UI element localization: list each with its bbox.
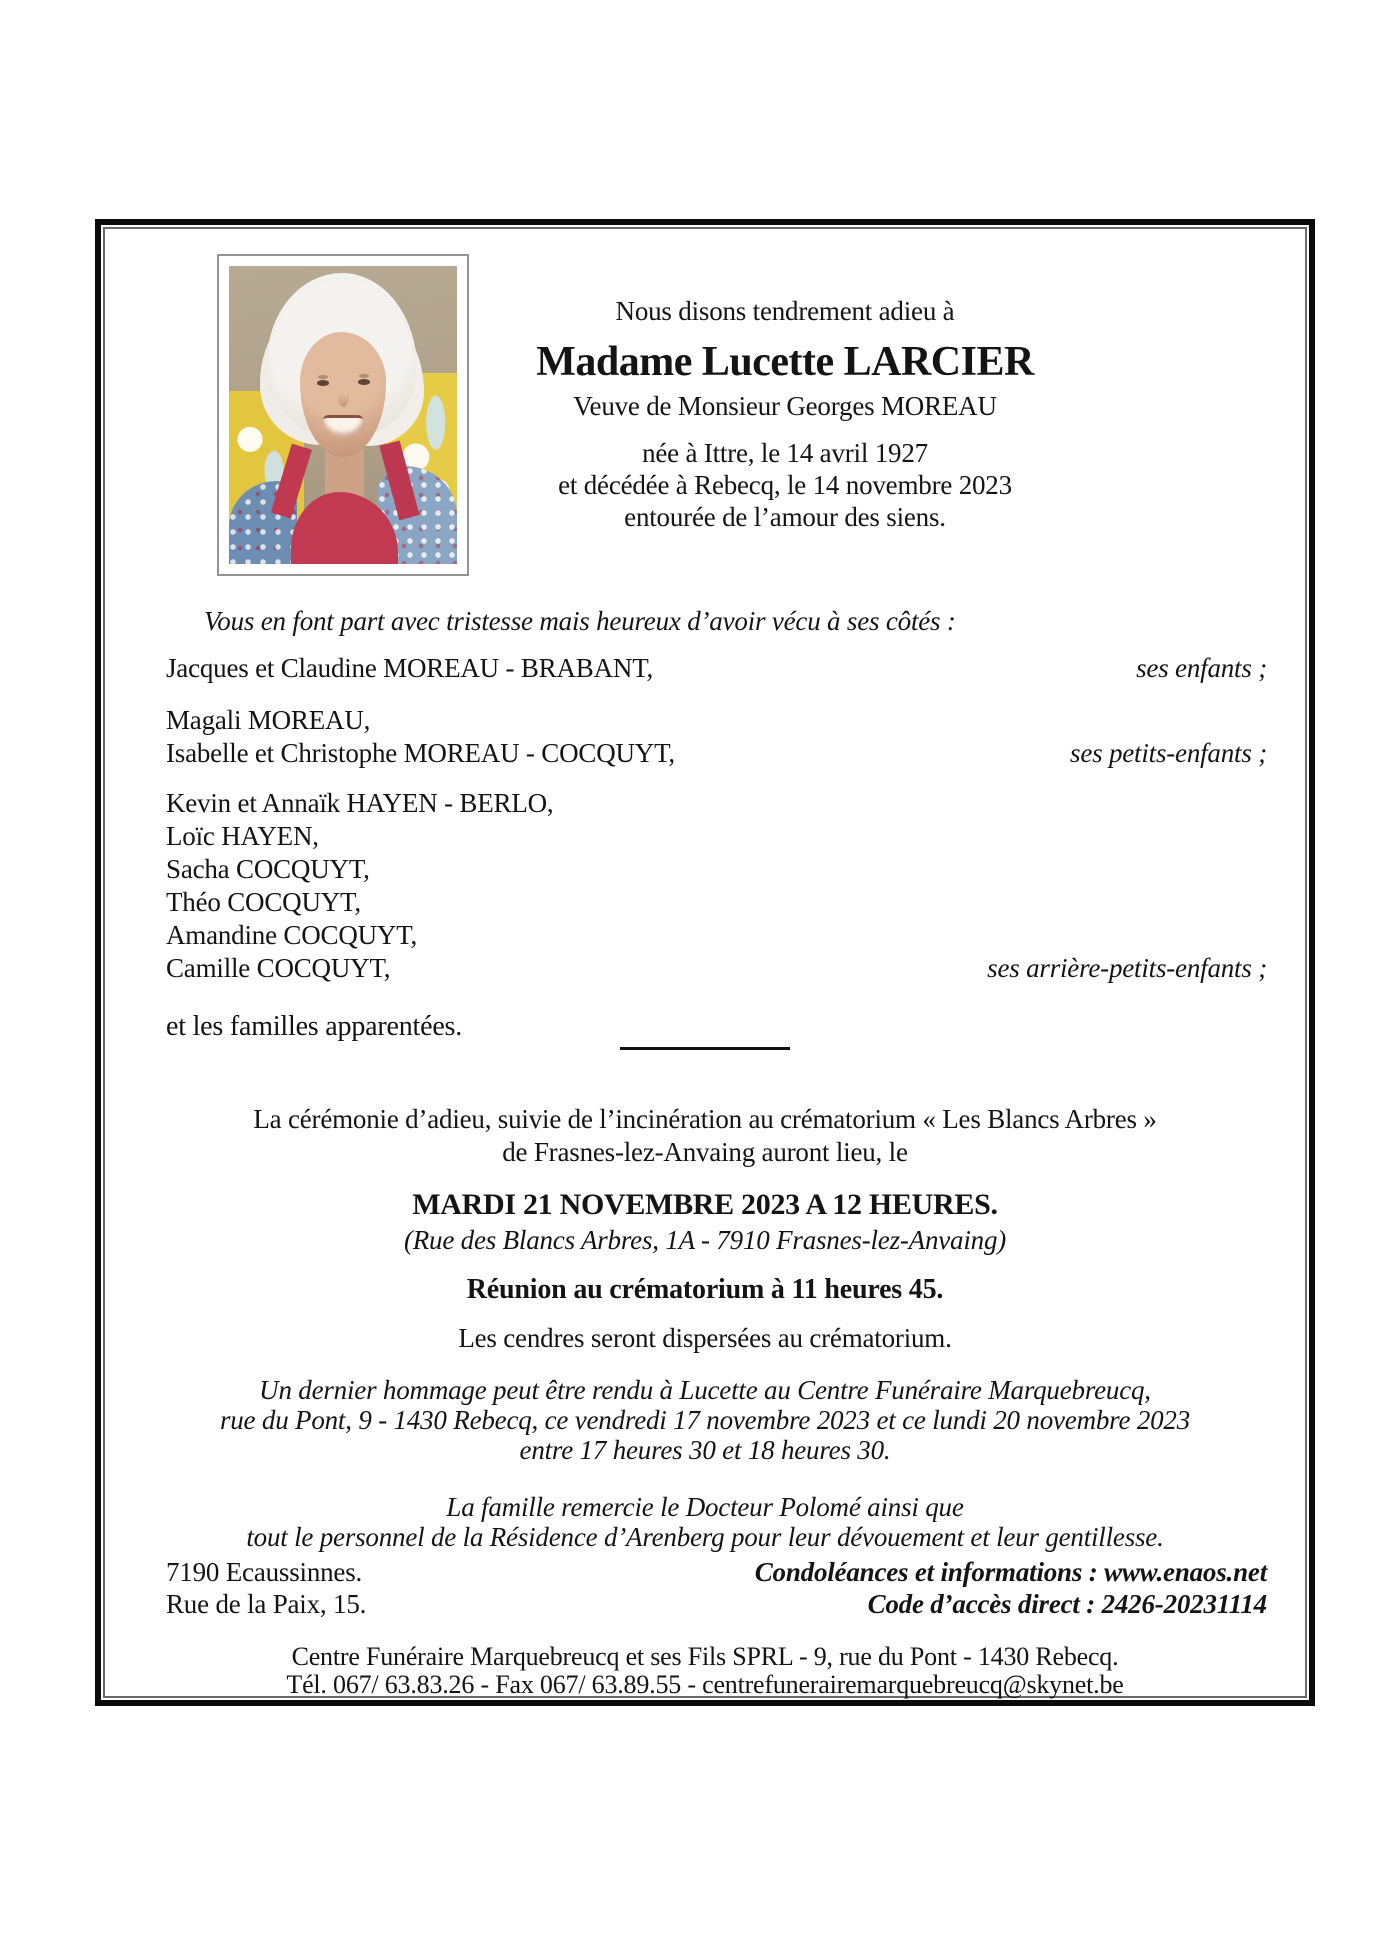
- portrait-nose: [338, 384, 349, 407]
- family-block: [166, 605, 1267, 1043]
- condolences-info: [755, 1556, 1267, 1620]
- surrounded-line: entourée de l’amour des siens.: [624, 502, 946, 532]
- family-row: [166, 652, 1267, 685]
- family-row: [166, 886, 1267, 919]
- funeral-home-contact-line: Tél. 067/ 63.83.26 - Fax 067/ 63.89.55 - centrefunerairemarquebreucq@skynet.be: [286, 1670, 1124, 1699]
- family-name: Camille COCQUYT,: [166, 953, 391, 983]
- death-line: et décédée à Rebecq, le 14 novembre 2023: [558, 470, 1012, 500]
- family-name: Loïc HAYEN,: [166, 821, 319, 851]
- family-name: Isabelle et Christophe MOREAU - COCQUYT,: [166, 738, 675, 768]
- family-name: Kevin et Annaïk HAYEN - BERLO,: [166, 788, 554, 818]
- sender-street: Rue de la Paix, 15.: [166, 1589, 367, 1619]
- portrait-photo-frame: [217, 254, 469, 576]
- portrait-smile: [323, 415, 363, 437]
- section-divider: [620, 1047, 790, 1050]
- widow-line: Veuve de Monsieur Georges MOREAU: [573, 391, 997, 421]
- address-row: [166, 1556, 1267, 1620]
- thanks-line1: La famille remercie le Docteur Polomé ainsi que: [446, 1492, 964, 1522]
- thanks-line2: tout le personnel de la Résidence d’Arenberg pour leur dévouement et leur gentillesse.: [246, 1522, 1164, 1552]
- birth-line: née à Ittre, le 14 avril 1927: [642, 438, 928, 468]
- tribute-line3: entre 17 heures 30 et 18 heures 30.: [519, 1435, 891, 1465]
- sender-address: [166, 1556, 366, 1620]
- meeting-line: Réunion au crématorium à 11 heures 45.: [466, 1274, 944, 1305]
- memorial-card: [95, 219, 1315, 1706]
- card-content: [105, 229, 1305, 1699]
- family-row: [166, 820, 1267, 853]
- ashes-line: Les cendres seront dispersées au crématorium.: [458, 1323, 952, 1353]
- family-row: [166, 704, 1267, 737]
- family-name: Jacques et Claudine MOREAU - BRABANT,: [166, 653, 654, 683]
- relation-label: ses petits-enfants ;: [1070, 738, 1267, 768]
- family-name: Amandine COCQUYT,: [166, 920, 418, 950]
- family-name: Sacha COCQUYT,: [166, 854, 370, 884]
- family-name: Magali MOREAU,: [166, 705, 371, 735]
- sender-city: 7190 Ecaussinnes.: [166, 1557, 363, 1587]
- ceremony-block: [125, 1103, 1285, 1552]
- inner-rule: [103, 227, 1307, 1698]
- family-intro: Vous en font part avec tristesse mais heureux d’avoir vécu à ses côtés :: [204, 606, 956, 636]
- family-row: [166, 737, 1267, 770]
- portrait-eye-right: [358, 379, 370, 385]
- relation-label: ses enfants ;: [1136, 653, 1267, 683]
- family-row: [166, 952, 1267, 985]
- deceased-name: Madame Lucette LARCIER: [536, 339, 1034, 385]
- tribute-line1: Un dernier hommage peut être rendu à Lucette au Centre Funéraire Marquebreucq,: [259, 1375, 1151, 1405]
- portrait-face: [300, 332, 387, 457]
- family-row: [166, 853, 1267, 886]
- ceremony-line2: de Frasnes-lez-Anvaing auront lieu, le: [502, 1137, 908, 1167]
- ceremony-date: MARDI 21 NOVEMBRE 2023 A 12 HEURES.: [412, 1188, 998, 1221]
- family-name: Théo COCQUYT,: [166, 887, 361, 917]
- access-code-line: Code d’accès direct : 2426-20231114: [867, 1589, 1267, 1619]
- ceremony-line1: La cérémonie d’adieu, suivie de l’incinération au crématorium « Les Blancs Arbres »: [253, 1104, 1157, 1134]
- ceremony-address: (Rue des Blancs Arbres, 1A - 7910 Frasnes-lez-Anvaing): [403, 1225, 1007, 1255]
- tribute-line2: rue du Pont, 9 - 1430 Rebecq, ce vendredi 17 novembre 2023 et ce lundi 20 novembre 2023: [219, 1405, 1191, 1435]
- relation-label: ses arrière-petits-enfants ;: [987, 953, 1267, 983]
- family-row: [166, 919, 1267, 952]
- condolences-line: Condoléances et informations : www.enaos.net: [754, 1557, 1267, 1587]
- header-block: [455, 295, 1115, 533]
- family-closing: et les familles apparentées.: [166, 1011, 463, 1042]
- farewell-line: Nous disons tendrement adieu à: [615, 296, 955, 326]
- family-row: [166, 787, 1267, 820]
- funeral-home-footer: [105, 1643, 1305, 1699]
- portrait-eye-left: [317, 380, 329, 386]
- funeral-home-line: Centre Funéraire Marquebreucq et ses Fils SPRL - 9, rue du Pont - 1430 Rebecq.: [291, 1642, 1119, 1671]
- portrait-photo: [229, 266, 457, 564]
